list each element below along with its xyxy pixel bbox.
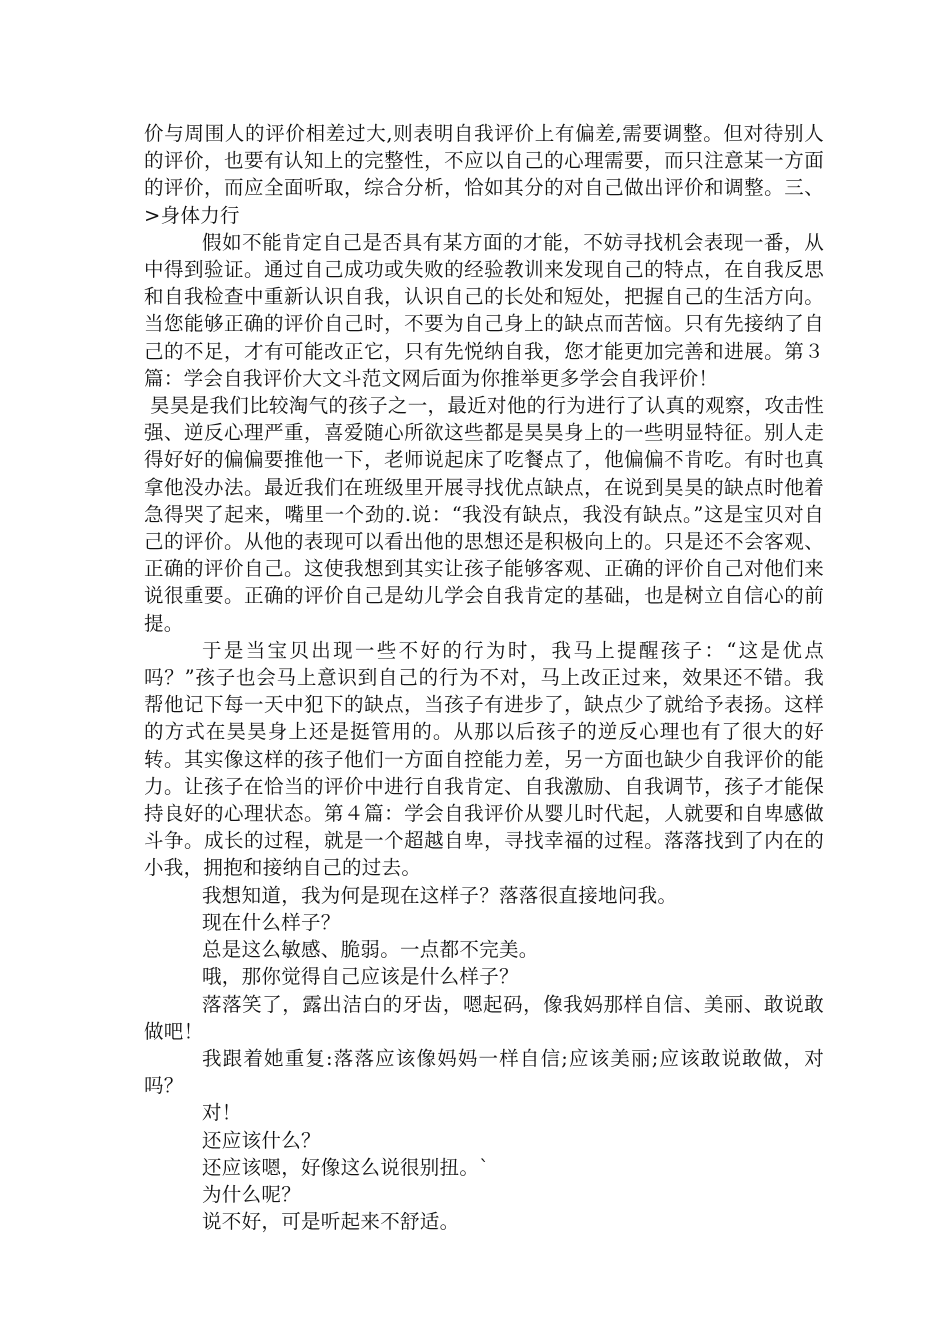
document-body: [144, 120, 824, 1235]
dialogue-line: 总是这么敏感、脆弱。一点都不完美。: [202, 938, 539, 962]
dialogue-line: 现在什么样子？: [202, 910, 341, 934]
paragraph-self-verification: 假如不能肯定自己是否具有某方面的才能，不妨寻找机会表现一番，从中得到验证。通过自己成功或失败的经验教训来发现自己的特点，在自我反思和自我检查中重新认识自我，认识自己的长处和短处，把握自己的生活方向。当您能够正确的评价自己时，不要为自己身上的缺点而苦恼。只有先接纳了自己的不足，才有可能改正它，只有先悦纳自我，您才能更加完善和进展。第３篇：学会自我评价大文斗范文网后面为你推举更多学会自我评价！: [144, 230, 824, 390]
dialogue-line: 还应该嗯，好像这么说很别扭。`: [202, 1155, 490, 1179]
dialogue-line: 哦，那你觉得自己应该是什么样子？: [202, 965, 519, 989]
paragraph-haohao-observation: 昊昊是我们比较淘气的孩子之一，最近对他的行为进行了认真的观察，攻击性强、逆反心理严重，喜爱随心所欲这些都是昊昊身上的一些明显特征。别人走得好好的偏偏要推他一下，老师说起床了吃餐点了，他偏偏不肯吃。有时也真拿他没办法。最近我们在班级里开展寻找优点缺点，在说到昊昊的缺点时他着急得哭了起来，嘴里一个劲的.说：“我没有缺点，我没有缺点。”这是宝贝对自己的评价。从他的表现可以看出他的思想还是积极向上的。只是还不会客观、正确的评价自己。这使我想到其实让孩子能够客观、正确的评价自己对他们来说很重要。正确的评价自己是幼儿学会自我肯定的基础，也是树立自信心的前提。: [144, 394, 824, 635]
paragraph-self-evaluation-adjustment: 价与周围人的评价相差过大,则表明自我评价上有偏差,需要调整。但对待别人的评价，也要有认知上的完整性，不应以自己的心理需要，而只注意某一方面的评价，而应全面听取，综合分析，恰如其分的对自己做出评价和调整。三、>身体力行: [144, 122, 824, 227]
dialogue-line: 为什么呢？: [202, 1182, 302, 1206]
paragraph-reminder-method: 于是当宝贝出现一些不好的行为时，我马上提醒孩子：“这是优点吗？”孩子也会马上意识到自己的行为不对，马上改正过来，效果还不错。我帮他记下每一天中犯下的缺点，当孩子有进步了，缺点少了就给予表扬。这样的方式在昊昊身上还是挺管用的。从那以后孩子的逆反心理也有了很大的好转。其实像这样的孩子他们一方面自控能力差，另一方面也缺少自我评价的能力。让孩子在恰当的评价中进行自我肯定、自我激励、自我调节，孩子才能保持良好的心理状态。第４篇：学会自我评价从婴儿时代起，人就要和自卑感做斗争。成长的过程，就是一个超越自卑，寻找幸福的过程。落落找到了内在的小我，拥抱和接纳自己的过去。: [144, 638, 824, 880]
dialogue-line: 我想知道，我为何是现在这样子？落落很直接地问我。: [202, 883, 678, 907]
dialogue-line: 说不好，可是听起来不舒适。: [202, 1210, 460, 1234]
dialogue-line: 落落笑了，露出洁白的牙齿，嗯起码，像我妈那样自信、美丽、敢说敢做吧！: [144, 992, 824, 1043]
dialogue-line: 还应该什么？: [202, 1128, 321, 1152]
dialogue-line: 我跟着她重复:落落应该像妈妈一样自信;应该美丽;应该敢说敢做，对吗？: [144, 1046, 824, 1098]
dialogue-line: 对！: [202, 1101, 242, 1125]
